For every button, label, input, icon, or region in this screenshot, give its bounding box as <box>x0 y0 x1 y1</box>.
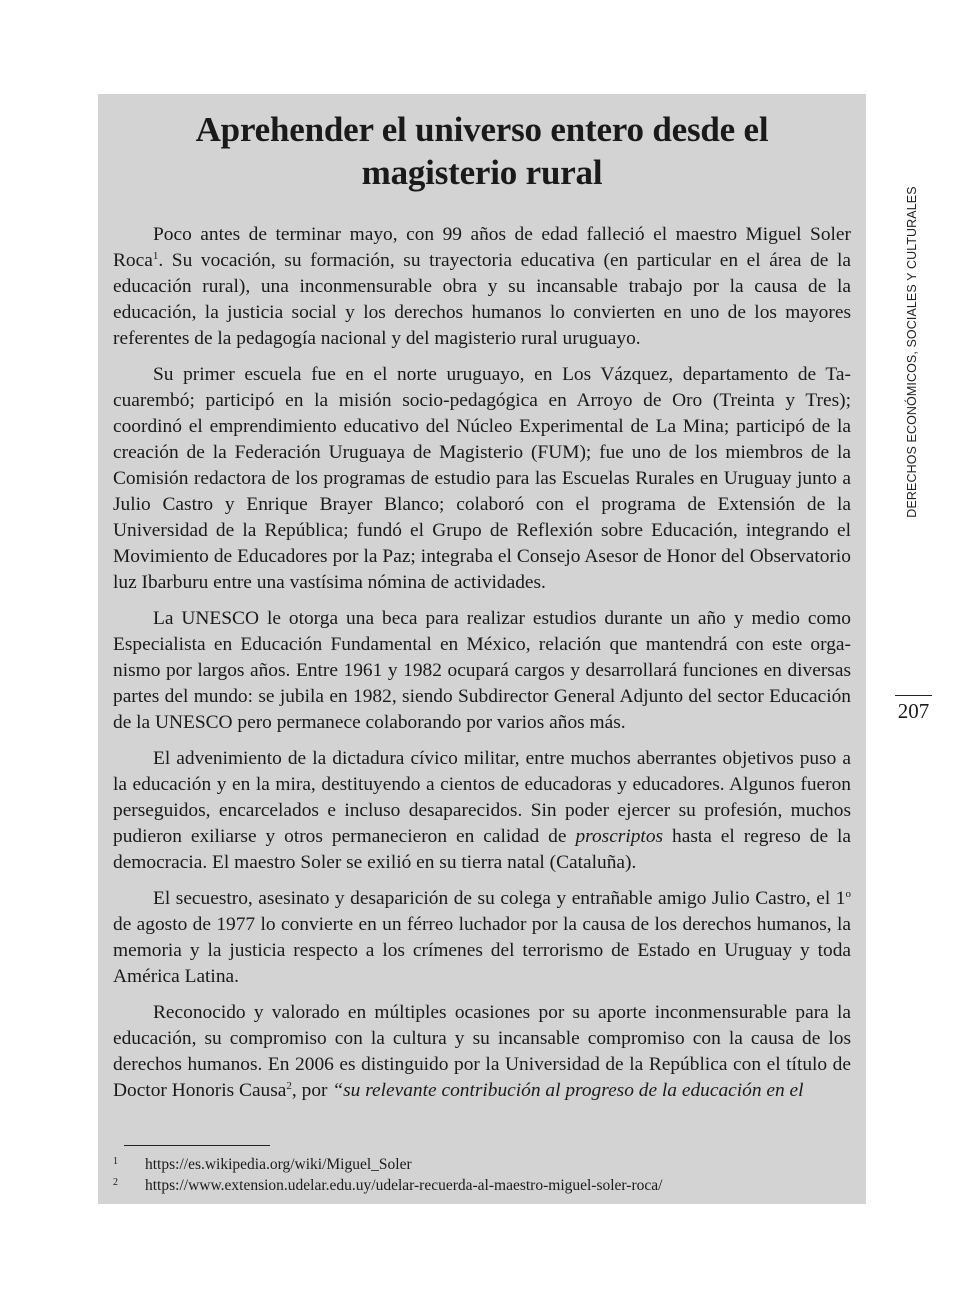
article-body <box>113 222 851 1104</box>
paragraph-3: La UNESCO le otorga una beca para realizar estudios durante un año y medio como Especialista en Educación Fundamental en México, relación que mantendrá con este organismo por largos años. Entre 1961 y 1982 ocupará cargos y desarrollará funciones en diversas partes del mundo: se jubila en 1982, siendo Subdirector General Adjunto del sector Educación de la UNESCO pero permanece colaborando por varios años más. <box>113 608 851 733</box>
paragraph-1: Poco antes de terminar mayo, con 99 años de edad falleció el maestro Miguel Soler Roca$^1$. Su vocación, su formación, su trayectoria educativa (en particular en el área de la educación rural), una inconmensurable obra y su incansable trabajo por la causa de la educación, la justicia social y los derechos humanos lo convierten en uno de los mayores referentes de la pedagogía nacional y del magisterio rural uruguayo. <box>113 224 851 349</box>
page-number-rule <box>895 695 932 696</box>
footnotes <box>113 1154 851 1196</box>
paragraph-5: El secuestro, asesinato y desaparición de su colega y entrañable amigo Julio Castro, el 1$^o$ de agosto de 1977 lo convierte en un férreo luchador por la causa de los derechos humanos, la memoria y la justicia respecto a los crímenes del terrorismo de Estado en Uruguay y toda América Latina. <box>113 888 851 987</box>
paragraph-6: Reconocido y valorado en múltiples ocasiones por su aporte inconmensurable para la educación, su compromiso con la cultura y su incansable compromiso con la causa de los derechos humanos. En 2006 es distinguido por la Universidad de la República con el título de Doctor Honoris Causa$^2$, por “su relevante contribución al progreso de la educación en el <box>113 1002 851 1101</box>
paragraph-2: Su primer escuela fue en el norte uruguayo, en Los Vázquez, departamento de Tacuarembó; participó en la misión socio-pedagógica en Arroyo de Oro (Treinta y Tres); coordinó el emprendimiento educativo del Núcleo Experimental de La Mina; participó de la creación de la Federación Uruguaya de Magisterio (FUM); fue uno de los miembros de la Comisión redactora de los programas de estudio para las Escuelas Rurales en Uruguay junto a Julio Castro y Enrique Brayer Blanco; colaboró con el programa de Extensión de la Universidad de la República; fundó el Grupo de Reflexión sobre Educación, integrando el Movimiento de Educadores por la Paz; integraba el Consejo Asesor de Honor del Observatorio luz Ibarburu entre una vastísima nómina de actividades. <box>113 364 851 593</box>
article-title: Aprehender el universo entero desde el magisterio rural <box>195 110 769 192</box>
footnote-link[interactable]: https://es.wikipedia.org/wiki/Miguel_Soler <box>145 1156 412 1173</box>
quote-emphasis: “su relevante contribución al progreso de la educación en el <box>332 1080 804 1101</box>
emphasis-proscriptos: proscriptos <box>575 826 664 847</box>
paragraph-4: El advenimiento de la dictadura cívico militar, entre muchos aberrantes objetivos puso a la educación y en la mira, destituyendo a cientos de educadoras y educadores. Algunos fueron perseguidos, encarcelados e incluso desaparecidos. Sin poder ejercer su profesión, muchos pudieron exiliarse y otros permanecieron en calidad de proscriptos hasta el regreso de la democracia. El maestro Soler se exilió en su tierra natal (Cataluña). <box>113 748 851 873</box>
footnote-ref-1[interactable]: 1 <box>152 250 159 262</box>
footnote-divider <box>124 1145 270 1146</box>
footnote-number: 2 <box>113 1177 118 1188</box>
ordinal-indicator: o <box>845 888 851 900</box>
footnote-1 <box>113 1154 851 1175</box>
footnote-ref-2[interactable]: 2 <box>286 1080 292 1092</box>
page-number: 207 <box>897 699 930 723</box>
section-label: DERECHOS ECONÓMICOS, SOCIALES Y CULTURALES <box>905 186 919 518</box>
footnote-number: 1 <box>113 1156 118 1167</box>
article-box <box>98 94 866 1204</box>
footnote-2 <box>113 1175 851 1196</box>
footnote-link[interactable]: https://www.extension.udelar.edu.uy/udelar-recuerda-al-maestro-miguel-soler-roca/ <box>145 1177 663 1194</box>
